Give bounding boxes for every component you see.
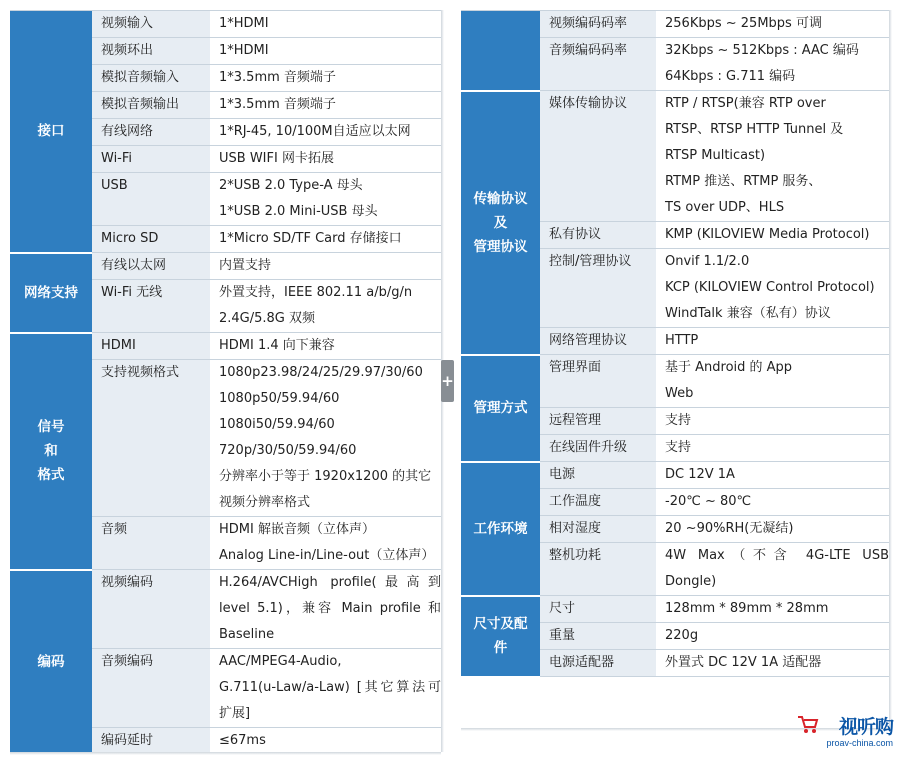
spec-value-line: RTMP 推送、RTMP 服务、	[665, 174, 822, 189]
spec-label: 视频输入	[92, 11, 210, 38]
spec-value-line: Onvif 1.1/2.0	[665, 254, 750, 269]
table-row	[461, 355, 889, 408]
spec-label: 音频编码码率	[540, 38, 656, 91]
spec-value-line: KMP (KILOVIEW Media Protocol)	[665, 227, 870, 242]
cart-logo-icon	[797, 714, 819, 734]
spec-value	[210, 11, 441, 38]
spec-value-line: 4W Max（不含 4G-LTE USB	[665, 548, 889, 563]
watermark-brand: 视听购	[838, 716, 893, 738]
spec-value	[210, 119, 441, 146]
spec-value-line: WindTalk 兼容（私有）协议	[665, 306, 831, 321]
spec-value	[656, 249, 889, 328]
spec-value-line: 1*RJ-45, 10/100M自适应以太网	[219, 124, 411, 139]
spec-value	[656, 516, 889, 543]
spec-value-line: 视频分辨率格式	[219, 495, 311, 510]
spec-label: 编码延时	[92, 728, 210, 755]
spec-value-line: HDMI 1.4 向下兼容	[219, 338, 335, 353]
category-cell: 编码	[10, 570, 92, 755]
spec-value	[656, 222, 889, 249]
column-expand-handle[interactable]	[441, 360, 454, 402]
plus-icon: +	[441, 372, 454, 390]
spec-label: 视频编码	[92, 570, 210, 649]
spec-value	[656, 11, 889, 38]
spec-value-line: 20 ~90%RH(无凝结)	[665, 521, 794, 536]
spec-value-line: 1*3.5mm 音频端子	[219, 70, 336, 85]
spec-value-line: G.711(u-Law/a-Law) [其它算法可	[219, 680, 441, 695]
spec-value-line: Web	[665, 386, 694, 401]
spec-value-line: 32Kbps ~ 512Kbps : AAC 编码	[665, 43, 859, 58]
spec-value-line: RTP / RTSP(兼容 RTP over	[665, 96, 826, 111]
spec-value-line: Dongle)	[665, 574, 717, 589]
spec-value-line: 1*USB 2.0 Mini-USB 母头	[219, 204, 378, 219]
spec-value	[210, 333, 441, 360]
spec-label: 管理界面	[540, 355, 656, 408]
spec-value	[656, 462, 889, 489]
spec-label: 网络管理协议	[540, 328, 656, 355]
spec-value	[210, 360, 441, 517]
spec-value-line: 220g	[665, 628, 699, 643]
table-row	[461, 91, 889, 222]
spec-value	[656, 650, 889, 677]
spec-value-line: 扩展]	[219, 706, 251, 721]
spec-table-left	[10, 10, 441, 756]
spec-label: 在线固件升级	[540, 435, 656, 462]
spec-value	[210, 253, 441, 280]
spec-value-line: 内置支持	[219, 258, 272, 273]
spec-value-line: 128mm * 89mm * 28mm	[665, 601, 829, 616]
table-row	[10, 333, 441, 360]
spec-value-line: USB WIFI 网卡拓展	[219, 151, 334, 166]
category-cell: 工作环境	[461, 462, 540, 596]
category-cell	[461, 11, 540, 91]
spec-label: 模拟音频输入	[92, 65, 210, 92]
category-cell: 接口	[10, 11, 92, 253]
spec-value-line: 1*3.5mm 音频端子	[219, 97, 336, 112]
spec-value	[656, 435, 889, 462]
spec-value-line: 2*USB 2.0 Type-A 母头	[219, 178, 363, 193]
spec-value-line: TS over UDP、HLS	[665, 200, 785, 215]
spec-label: 音频	[92, 517, 210, 570]
spec-value-line: HTTP	[665, 333, 699, 348]
spec-value	[210, 517, 441, 570]
spec-label: Micro SD	[92, 226, 210, 253]
spec-value-line: 64Kbps : G.711 编码	[665, 69, 796, 84]
spec-label: 重量	[540, 623, 656, 650]
spec-value-line: Baseline	[219, 627, 275, 642]
spec-value-line: 外置支持，IEEE 802.11 a/b/g/n	[219, 285, 413, 300]
spec-value-line: 1080p23.98/24/25/29.97/30/60	[219, 365, 423, 380]
spec-value-line: 支持	[665, 440, 692, 455]
spec-label: HDMI	[92, 333, 210, 360]
spec-value-line: H.264/AVCHigh profile(最高到	[219, 575, 441, 590]
category-cell: 管理方式	[461, 355, 540, 462]
spec-label: 远程管理	[540, 408, 656, 435]
table-row	[461, 11, 889, 38]
spec-value-line: 1*HDMI	[219, 16, 269, 31]
spec-label: Wi-Fi 无线	[92, 280, 210, 333]
spec-value-line: 2.4G/5.8G 双频	[219, 311, 316, 326]
category-cell: 信号 和 格式	[10, 333, 92, 570]
spec-value-line: RTSP、RTSP HTTP Tunnel 及	[665, 122, 844, 137]
spec-value-line: 1080i50/59.94/60	[219, 417, 335, 432]
table-row	[10, 11, 441, 38]
spec-label: 媒体传输协议	[540, 91, 656, 222]
spec-value-line: RTSP Multicast)	[665, 148, 766, 163]
table-row	[461, 596, 889, 623]
spec-label: 私有协议	[540, 222, 656, 249]
spec-value	[656, 489, 889, 516]
spec-value-line: 720p/30/50/59.94/60	[219, 443, 357, 458]
spec-value	[656, 91, 889, 222]
spec-value	[656, 623, 889, 650]
spec-value	[210, 570, 441, 649]
spec-label: 电源适配器	[540, 650, 656, 677]
spec-value-line: ≤67ms	[219, 733, 266, 748]
spec-value-line: DC 12V 1A	[665, 467, 735, 482]
spec-label: 模拟音频输出	[92, 92, 210, 119]
spec-label: 整机功耗	[540, 543, 656, 596]
spec-value	[210, 38, 441, 65]
category-cell: 尺寸及配 件	[461, 596, 540, 677]
spec-value	[656, 596, 889, 623]
category-cell: 网络支持	[10, 253, 92, 333]
spec-value-line: HDMI 解嵌音频（立体声）	[219, 522, 375, 537]
spec-label: 有线以太网	[92, 253, 210, 280]
spec-value	[656, 328, 889, 355]
spec-value-line: Analog Line-in/Line-out（立体声）	[219, 548, 435, 563]
spec-value	[210, 649, 441, 728]
table-row	[10, 570, 441, 649]
spec-value-line: 1*Micro SD/TF Card 存储接口	[219, 231, 402, 246]
spec-value	[656, 543, 889, 596]
spec-value-line: 外置式 DC 12V 1A 适配器	[665, 655, 822, 670]
spec-value	[656, 408, 889, 435]
spec-table-right	[461, 10, 889, 678]
spec-value	[210, 226, 441, 253]
spec-label: 视频编码码率	[540, 11, 656, 38]
spec-value-line: 分辨率小于等于 1920x1200 的其它	[219, 469, 432, 484]
spec-value	[210, 728, 441, 755]
spec-value-line: level 5.1)，兼容 Main profile 和	[219, 601, 441, 616]
spec-value	[656, 355, 889, 408]
spec-label: 控制/管理协议	[540, 249, 656, 328]
table-row	[461, 462, 889, 489]
spec-value	[210, 280, 441, 333]
spec-label: 相对湿度	[540, 516, 656, 543]
spec-value-line: 1080p50/59.94/60	[219, 391, 340, 406]
spec-value	[210, 146, 441, 173]
spec-value	[210, 92, 441, 119]
spec-label: Wi-Fi	[92, 146, 210, 173]
spec-value-line: 256Kbps ~ 25Mbps 可调	[665, 16, 822, 31]
watermark	[797, 712, 893, 748]
spec-label: 音频编码	[92, 649, 210, 728]
spec-value-line: KCP (KILOVIEW Control Protocol)	[665, 280, 875, 295]
category-cell: 传输协议 及 管理协议	[461, 91, 540, 355]
spec-label: 电源	[540, 462, 656, 489]
spec-value	[210, 65, 441, 92]
spec-value-line: 1*HDMI	[219, 43, 269, 58]
spec-label: 支持视频格式	[92, 360, 210, 517]
spec-value	[656, 38, 889, 91]
spec-value-line: AAC/MPEG4-Audio,	[219, 654, 342, 669]
spec-value-line: -20℃ ~ 80℃	[665, 494, 752, 509]
spec-value-line: 支持	[665, 413, 692, 428]
spec-value	[210, 173, 441, 226]
table-row	[10, 253, 441, 280]
spec-label: 有线网络	[92, 119, 210, 146]
spec-label: 视频环出	[92, 38, 210, 65]
spec-label: USB	[92, 173, 210, 226]
table-shadow	[10, 752, 441, 755]
spec-value-line: 基于 Android 的 App	[665, 360, 793, 375]
watermark-url: proav-china.com	[826, 738, 893, 748]
spec-label: 尺寸	[540, 596, 656, 623]
table-shadow	[889, 10, 892, 728]
spec-label: 工作温度	[540, 489, 656, 516]
